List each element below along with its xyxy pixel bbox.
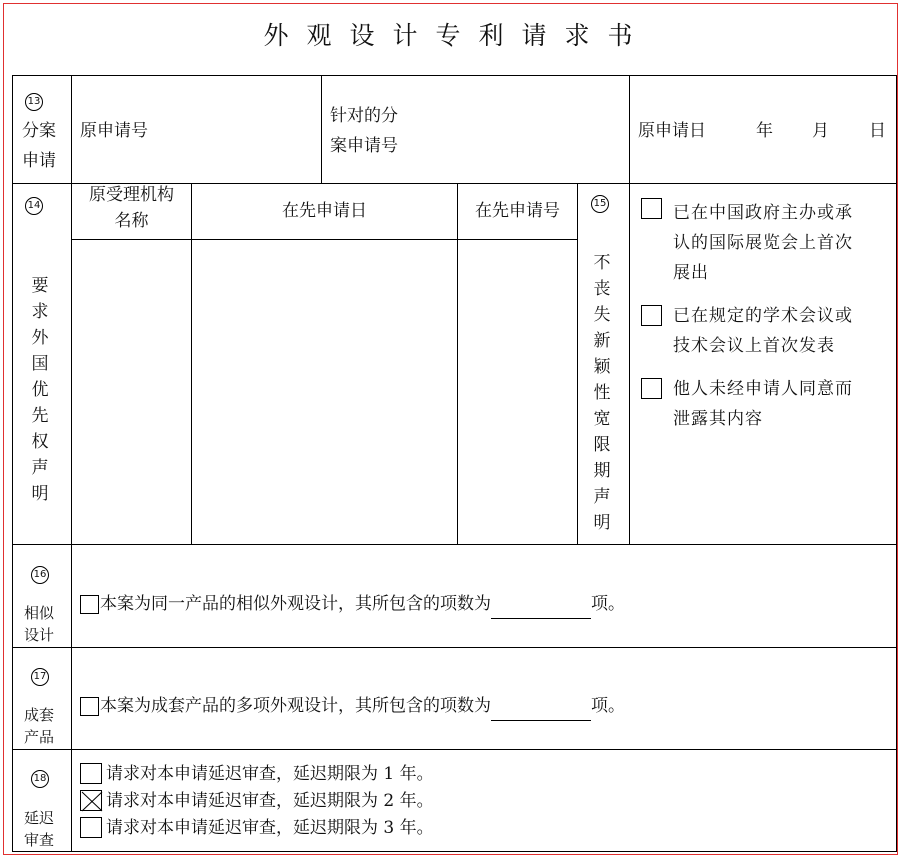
day-label: 日 — [869, 121, 886, 141]
s15-vertical-label: 不 丧 失 新 颖 性 宽 限 期 声 明 — [593, 253, 611, 533]
original-application-date-label: 原申请日 — [638, 121, 706, 141]
s15-option-3-checkbox[interactable] — [641, 378, 662, 399]
s15-option-2-line-1: 已在规定的学术会议或 — [673, 306, 853, 326]
institution-input-cell[interactable] — [72, 240, 191, 544]
row-divider-16-17 — [12, 647, 897, 648]
s13-col-divider-2 — [629, 75, 630, 544]
section-14-number: 14 — [25, 197, 43, 215]
s15-option-2-line-2: 技术会议上首次发表 — [673, 336, 835, 356]
set-product-checkbox[interactable] — [80, 697, 99, 716]
s15-option-2-checkbox[interactable] — [641, 305, 662, 326]
row-divider-14-16 — [12, 544, 897, 545]
checked-x-icon — [81, 791, 103, 812]
s13-label-line-1: 分案 — [22, 121, 56, 141]
set-product-statement: 本案为成套产品的多项外观设计，其所包含的项数为 项。 — [100, 691, 625, 721]
table-left-border — [12, 75, 13, 852]
s17-label-line-1: 成套 — [24, 706, 55, 724]
similar-design-count-input[interactable] — [491, 601, 591, 619]
col-institution-line-2: 名称 — [114, 211, 149, 231]
defer-3-year-text: 请求对本申请延迟审查，延迟期限为 3 年。 — [106, 818, 434, 838]
s16-label-line-2: 设计 — [24, 626, 55, 644]
s18-label-line-2: 审查 — [24, 831, 55, 849]
defer-1-year-checkbox[interactable] — [80, 763, 102, 784]
defer-2-year-checkbox[interactable] — [80, 790, 102, 811]
section-13-number: 13 — [25, 93, 43, 111]
month-label: 月 — [812, 121, 829, 141]
col-prior-application-number: 在先申请号 — [475, 201, 560, 221]
table-top-border — [12, 75, 897, 76]
defer-1-year-text: 请求对本申请延迟审查，延迟期限为 1 年。 — [106, 764, 434, 784]
s14-col-divider-3 — [577, 183, 578, 544]
similar-design-statement: 本案为同一产品的相似外观设计，其所包含的项数为 项。 — [100, 589, 625, 619]
section-15-number: 15 — [591, 195, 609, 213]
row-divider-17-18 — [12, 749, 897, 750]
section-17-number: 17 — [31, 668, 49, 686]
defer-2-year-text: 请求对本申请延迟审查，延迟期限为 2 年。 — [106, 791, 434, 811]
s18-label-line-1: 延迟 — [24, 809, 55, 827]
form-title: 外观设计专利请求书 — [263, 21, 651, 50]
col-institution-line-1: 原受理机构 — [89, 185, 174, 205]
s16-label-line-1: 相似 — [24, 604, 55, 622]
original-application-number-label: 原申请号 — [80, 121, 148, 141]
target-divisional-line-2: 案申请号 — [330, 136, 398, 156]
table-bottom-border — [12, 851, 897, 852]
s13-col-divider-1 — [321, 75, 322, 183]
year-label: 年 — [756, 121, 773, 141]
section-18-number: 18 — [31, 770, 49, 788]
s15-option-1-line-2: 认的国际展览会上首次 — [673, 233, 853, 253]
s15-option-1-line-1: 已在中国政府主办或承 — [673, 203, 853, 223]
s17-label-line-2: 产品 — [24, 728, 55, 746]
defer-3-year-checkbox[interactable] — [80, 817, 102, 838]
prior-number-input-cell[interactable] — [458, 240, 577, 544]
section-16-number: 16 — [31, 566, 49, 584]
s14-vertical-label: 要 求 外 国 优 先 权 声 明 — [31, 276, 49, 504]
s15-option-1-line-3: 展出 — [673, 263, 709, 283]
s15-option-1-checkbox[interactable] — [641, 198, 662, 219]
table-right-border — [896, 75, 897, 852]
col-prior-application-date: 在先申请日 — [282, 201, 367, 221]
s13-label-line-2: 申请 — [22, 151, 56, 171]
set-product-count-input[interactable] — [491, 703, 591, 721]
s15-option-3-line-2: 泄露其内容 — [673, 409, 763, 429]
prior-date-input-cell[interactable] — [192, 240, 457, 544]
target-divisional-line-1: 针对的分 — [330, 106, 398, 126]
similar-design-checkbox[interactable] — [80, 595, 99, 614]
s15-option-3-line-1: 他人未经申请人同意而 — [673, 379, 853, 399]
